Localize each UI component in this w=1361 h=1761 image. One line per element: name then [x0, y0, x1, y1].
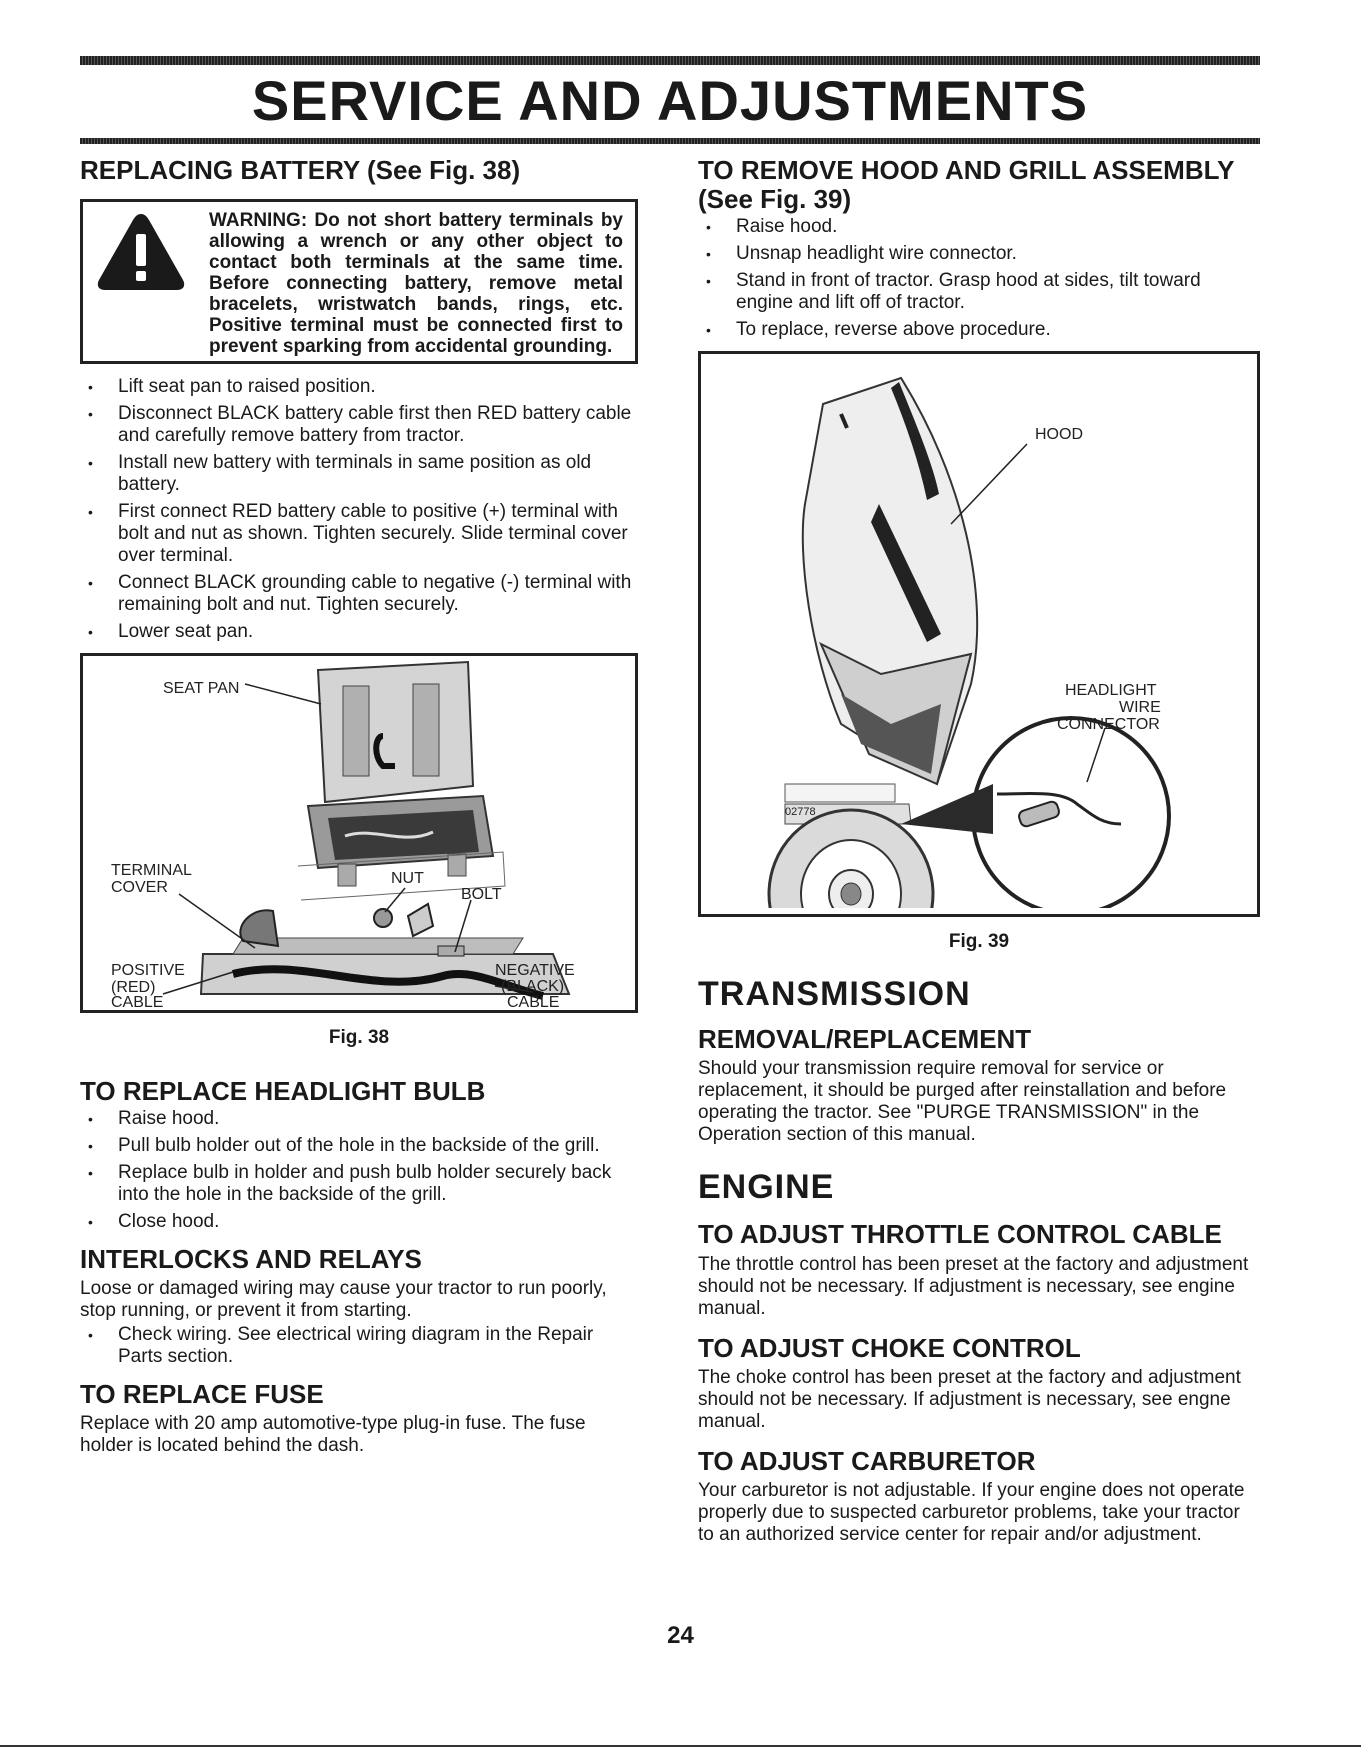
footer-rule	[0, 1745, 1361, 1747]
transmission-subheading: REMOVAL/REPLACEMENT	[698, 1024, 1032, 1055]
list-item: • Raise hood.	[80, 1108, 638, 1130]
list-item: • Unsnap headlight wire connector.	[698, 243, 1260, 265]
throttle-heading: TO ADJUST THROTTLE CONTROL CABLE	[698, 1219, 1222, 1250]
figure-39	[698, 351, 1260, 917]
label-positive-3: CABLE	[111, 994, 164, 1012]
fuse-body: Replace with 20 amp automotive-type plug-in fuse. The fuse holder is located behind the dash.	[80, 1413, 586, 1457]
label-bolt: BOLT	[461, 886, 502, 904]
choke-body: The choke control has been preset at the factory and adjustment should not be necessary. If adjustment is necessary, see engne manual.	[698, 1366, 1241, 1432]
interlocks-heading: INTERLOCKS AND RELAYS	[80, 1244, 422, 1275]
right-column	[698, 150, 1260, 1546]
list-item: • Install new battery with terminals in same position as old battery.	[80, 452, 638, 496]
label-headlight-3: CONNECTOR	[1057, 716, 1160, 734]
list-item: • Lower seat pan.	[80, 621, 638, 643]
label-headlight-2: WIRE	[1119, 699, 1161, 717]
list-item: • Connect BLACK grounding cable to negative (-) terminal with remaining bolt and nut. Tighten securely.	[80, 572, 638, 616]
list-item: • Raise hood.	[698, 216, 1260, 238]
list-item: • Stand in front of tractor. Grasp hood at sides, tilt toward engine and lift off of tractor.	[698, 270, 1260, 314]
fig-38-caption: Fig. 38	[328, 1027, 390, 1049]
label-nut: NUT	[391, 870, 424, 888]
list-item: • Check wiring. See electrical wiring diagram in the Repair Parts section.	[80, 1324, 638, 1368]
engine-heading: ENGINE	[698, 1168, 835, 1207]
page-title: SERVICE AND ADJUSTMENTS	[251, 69, 1089, 132]
label-terminal-cover-1: TERMINAL	[111, 862, 192, 880]
battery-warning-box	[80, 199, 638, 364]
warning-triangle-icon	[95, 208, 187, 357]
transmission-body: Should your transmission require removal for service or replacement, it should be purged after reinstallation and before operating the tractor. See "PURGE TRANSMISSION" in the Operation section of this manual.	[698, 1058, 1227, 1146]
label-terminal-cover-2: COVER	[111, 879, 168, 897]
fuse-heading: TO REPLACE FUSE	[80, 1379, 324, 1410]
label-negative-3: CABLE	[507, 994, 560, 1012]
list-item: • Close hood.	[80, 1211, 638, 1233]
label-negative-1: NEGATIVE	[495, 962, 575, 980]
fig-39-caption: Fig. 39	[948, 931, 1010, 953]
interlocks-body: Loose or damaged wiring may cause your tractor to run poorly, stop running, or prevent it from starting.	[80, 1278, 607, 1322]
header-top-rule	[80, 56, 1260, 65]
label-headlight-1: HEADLIGHT	[1065, 682, 1157, 700]
label-part-code: 02778	[785, 806, 816, 819]
battery-heading: REPLACING BATTERY (See Fig. 38)	[80, 155, 521, 185]
hood-heading: TO REMOVE HOOD AND GRILL ASSEMBLY (See Fig. 39)	[698, 155, 1234, 215]
headlight-heading: TO REPLACE HEADLIGHT BULB	[80, 1076, 486, 1107]
page-number: 24	[667, 1622, 694, 1649]
interlocks-steps	[80, 1324, 638, 1368]
list-item: • Disconnect BLACK battery cable first then RED battery cable and carefully remove battery from tractor.	[80, 403, 638, 447]
list-item: • Replace bulb in holder and push bulb holder securely back into the hole in the backside of the grill.	[80, 1162, 638, 1206]
left-column	[80, 150, 638, 1457]
label-seat-pan: SEAT PAN	[163, 680, 240, 698]
label-positive-2: (RED)	[111, 979, 156, 997]
list-item: • Pull bulb holder out of the hole in the backside of the grill.	[80, 1135, 638, 1157]
list-item: • To replace, reverse above procedure.	[698, 319, 1260, 341]
list-item: • First connect RED battery cable to positive (+) terminal with bolt and nut as shown. Tighten securely. Slide terminal cover over terminal.	[80, 501, 638, 567]
label-negative-2: (BLACK)	[501, 978, 565, 996]
choke-heading: TO ADJUST CHOKE CONTROL	[698, 1332, 1081, 1363]
throttle-body: The throttle control has been preset at the factory and adjustment should not be necessary. If adjustment is necessary, see engine manual.	[698, 1253, 1249, 1319]
header-bottom-rule	[80, 138, 1260, 144]
hood-steps	[698, 216, 1260, 341]
carburetor-body: Your carburetor is not adjustable. If your engine does not operate properly due to suspected carburetor problems, take your tractor to an authorized service center for repair and/or adjustment.	[698, 1479, 1245, 1545]
figure-38	[80, 653, 638, 1013]
list-item: • Lift seat pan to raised position.	[80, 376, 638, 398]
battery-illustration	[83, 656, 635, 1004]
label-hood: HOOD	[1035, 426, 1083, 444]
headlight-steps	[80, 1108, 638, 1233]
battery-warning-text: WARNING: Do not short battery terminals by allowing a wrench or any other object to contact both terminals at the same time. Before connecting battery, remove metal bracelets, wristwatch bands, rings, etc. Positive terminal must be connected first to prevent sparking from accidental grounding.	[209, 210, 623, 358]
transmission-heading: TRANSMISSION	[698, 975, 971, 1014]
battery-steps	[80, 376, 638, 643]
label-positive-1: POSITIVE	[111, 962, 185, 980]
carburetor-heading: TO ADJUST CARBURETOR	[698, 1445, 1036, 1476]
hood-illustration	[701, 354, 1257, 908]
